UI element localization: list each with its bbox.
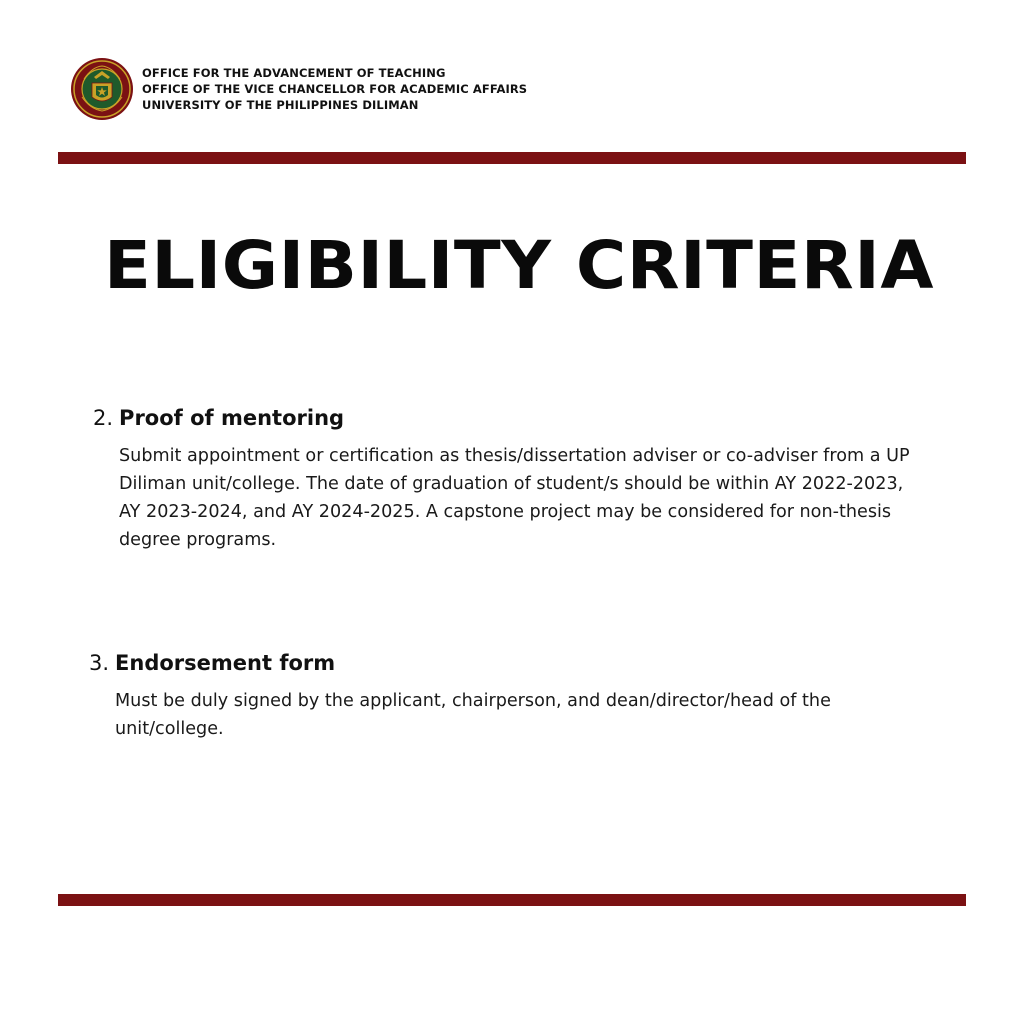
- criteria-item-description: Must be duly signed by the applicant, chairperson, and dean/director/head of the unit/college.: [115, 691, 831, 739]
- up-seal-icon: [70, 57, 134, 121]
- criteria-item-number: 2.: [93, 406, 114, 430]
- org-line-office-teaching: OFFICE FOR THE ADVANCEMENT OF TEACHING: [142, 66, 446, 80]
- header: [70, 57, 527, 121]
- org-line-vice-chancellor: OFFICE OF THE VICE CHANCELLOR FOR ACADEMIC AFFAIRS: [142, 82, 528, 96]
- criteria-item-title: Proof of mentoring: [119, 406, 345, 430]
- page-title: ELIGIBILITY CRITERIA: [104, 227, 935, 304]
- criteria-item-description: Submit appointment or certification as thesis/dissertation adviser or co-adviser from a UP Diliman unit/college. The date of graduation of student/s should be within AY 2022-2023, AY 2023-2024, and AY 2024-2025. A capstone project may be considered for non-thesis degree programs.: [119, 446, 910, 550]
- criteria-item-heading: [89, 649, 919, 677]
- criteria-item-title: Endorsement form: [115, 651, 336, 675]
- bottom-divider: [58, 894, 966, 906]
- criteria-item-endorsement-form: [89, 649, 919, 743]
- org-line-university: UNIVERSITY OF THE PHILIPPINES DILIMAN: [142, 98, 419, 112]
- criteria-item-number: 3.: [89, 651, 110, 675]
- org-lines: [142, 65, 527, 113]
- criteria-item-proof-of-mentoring: [93, 404, 913, 554]
- top-divider: [58, 152, 966, 164]
- criteria-item-heading: [93, 404, 913, 432]
